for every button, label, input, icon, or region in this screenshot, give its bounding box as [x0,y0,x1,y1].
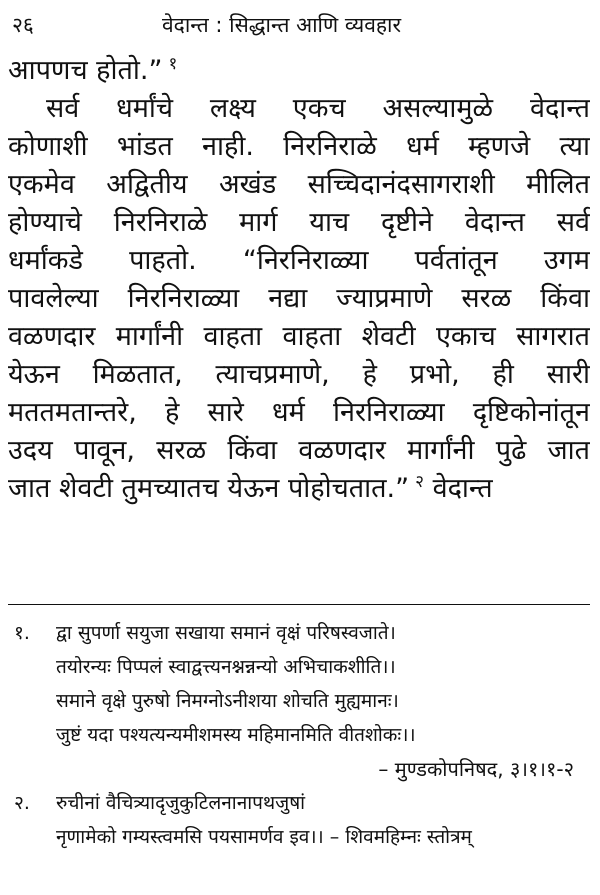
footnote-number: २. [14,792,30,814]
text-line: धर्मांकडे पाहतो. “निरनिराळ्या पर्वतांतून उगम [8,245,590,276]
footnote-line: नृणामेको गम्यस्त्वमसि पयसामर्णव इव।। – शिवमहिम्नः स्तोत्रम् [56,826,472,848]
footnote-line: २. रुचीनां वैचित्र्याद‍ृजुकुटिलनानापथजुषां [8,786,592,820]
text-line: होण्याचे निरनिराळे मार्ग याच दृष्टीने वेदान्त सर्व [8,207,590,238]
footnote-source: – मुण्डकोपनिषद, ३।१।१-२ [378,757,574,781]
text-line: सर्व धर्मांचे लक्ष्य एकच असल्यामुळे वेदान्त [46,93,590,124]
running-title: वेदान्त : सिद्धान्त आणि व्यवहार [162,13,402,37]
text-line: जात शेवटी तुमच्यातच येऊन पोहोचतात.” $^२$ वेदान्त [8,472,493,504]
footnote-ref: १ [168,54,178,74]
text-line: येऊन मिळतात, त्याचप्रमाणे, हे प्रभो, ही सारी [8,359,590,390]
text-line: एकमेव अद्वितीय अखंड सच्चिदानंदसागराशी मीलित [8,169,590,200]
body-text [8,52,590,508]
text-line: मततमतान्तरे, हे सारे धर्म निरनिराळ्या दृष्टिकोनांतून [8,397,590,428]
footnote-line: १. द्वा सुपर्णा सयुजा सखाया समानं वृक्षं परिषस्वजाते। [8,616,592,650]
footnote-line: तयोरन्यः पिप्पलं स्वाद्वत्त्यनश्नन्नन्यो अभिचाकशीति।। [56,656,396,678]
footnote-divider [8,604,590,605]
footnote-ref: २ [415,472,424,492]
text-line: पावलेल्या निरनिराळ्या नद्या ज्याप्रमाणे सरळ किंवा [8,283,590,314]
text-line: वळणदार मार्गांनी वाहता वाहता शेवटी एकाच सागरात [8,321,590,352]
page-number: २६ [12,13,34,37]
text-line: उदय पावून, सरळ किंवा वळणदार मार्गांनी पुढे जात [8,435,590,466]
footnote-line: जुष्टं यदा पश्यत्यन्यमीशमस्य महिमानमिति वीतशोकः।। [56,724,416,746]
text-line: कोणाशी भांडत नाही. निरनिराळे धर्म म्हणजे त्या [8,131,590,162]
footnotes [8,616,592,854]
page-header [12,8,588,42]
text-line: आपणच होतो.” $^१$ [8,54,178,86]
footnote-number: १. [14,622,30,644]
footnote-line: समाने वृक्षे पुरुषो निमग्नोऽनीशया शोचति मुह्यमानः। [56,690,399,712]
